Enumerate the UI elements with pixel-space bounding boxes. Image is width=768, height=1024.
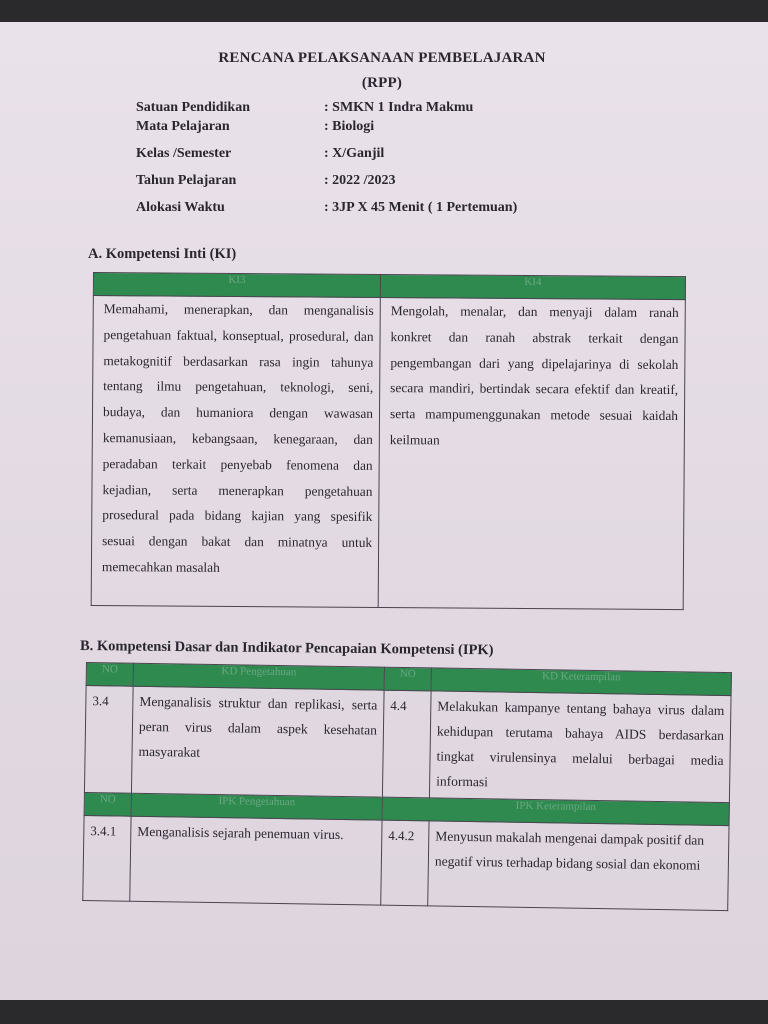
ipk-pengetahuan-text: Menganalisis sejarah penemuan virus. xyxy=(130,816,382,905)
kd-pengetahuan-text: Menganalisis struktur dan replikasi, serta peran virus dalam aspek kesehatan masyarakat xyxy=(131,686,384,797)
section-b-heading: B. Kompetensi Dasar dan Indikator Pencapaian Kompetensi (IPK) xyxy=(79,638,494,659)
kd-keterampilan-text: Melakukan kampanye tentang bahaya virus dalam kehidupan terutama bahaya AIDS berdasarkan tingkat virulensinya melalui berbagai media informasi xyxy=(429,691,731,803)
info-label: Alokasi Waktu xyxy=(136,200,225,215)
ki3-header: KI3 xyxy=(93,273,380,298)
section-a-heading: A. Kompetensi Inti (KI) xyxy=(88,246,237,262)
info-label: Satuan Pendidikan xyxy=(136,100,250,115)
kd-pengetahuan-header: KD Pengetahuan xyxy=(133,663,384,690)
ipk-number: 3.4.1 xyxy=(83,815,131,901)
info-value: : 3JP X 45 Menit ( 1 Pertemuan) xyxy=(324,200,518,215)
ki4-text: Mengolah, menalar, dan menyaji dalam ranah konkret dan ranah abstrak terkait dengan pengembangan dari yang dipelajarinya di sekolah secara mandiri, bertindak secara efektif dan kreatif, serta mampumenggunakan metode sesuai kaidah keilmuan xyxy=(378,298,685,610)
info-value: : 2022 /2023 xyxy=(324,173,396,188)
ipk-keterampilan-header: IPK Keterampilan xyxy=(382,797,729,825)
info-value: : Biologi xyxy=(324,119,375,134)
info-value: : SMKN 1 Indra Makmu xyxy=(324,100,474,115)
kd-table xyxy=(82,662,732,911)
ipk-no-header: NO xyxy=(84,792,131,816)
kd-number: 4.4 xyxy=(382,690,431,798)
ki-table xyxy=(91,272,686,610)
info-label: Tahun Pelajaran xyxy=(136,173,237,188)
info-label: Kelas /Semester xyxy=(136,146,232,161)
document-title: RENCANA PELAKSANAAN PEMBELAJARAN xyxy=(218,50,546,66)
kd-no-header: NO xyxy=(86,663,133,687)
info-value: : X/Ganjil xyxy=(324,146,385,161)
ki4-header: KI4 xyxy=(380,275,685,300)
document-page xyxy=(0,22,768,1000)
ipk-number: 4.4.2 xyxy=(381,820,429,906)
ipk-keterampilan-text: Menyusun makalah mengenai dampak positif dan negatif virus terhadap bidang sosial dan ekonomi xyxy=(428,821,729,911)
ipk-pengetahuan-header: IPK Pengetahuan xyxy=(131,793,382,820)
kd-keterampilan-header: KD Keterampilan xyxy=(431,668,731,696)
info-label: Mata Pelajaran xyxy=(136,119,230,134)
ki3-text: Memahami, menerapkan, dan menganalisis pengetahuan faktual, konseptual, prosedural, dan metakognitif berdasarkan rasa ingin tahunya tentang ilmu pengetahuan, teknologi, seni, budaya, dan humaniora dengan wawasan kemanusiaan, kebangsaan, kenegaraan, dan peradaban terkait penyebab fenomena dan kejadian, serta menerapkan pengetahuan prosedural pada bidang kajian yang spesifik sesuai dengan bakat dan minatnya untuk memecahkan masalah xyxy=(91,296,380,608)
kd-number: 3.4 xyxy=(84,686,133,794)
document-subtitle: (RPP) xyxy=(361,75,403,91)
kd-no-header: NO xyxy=(384,667,431,691)
